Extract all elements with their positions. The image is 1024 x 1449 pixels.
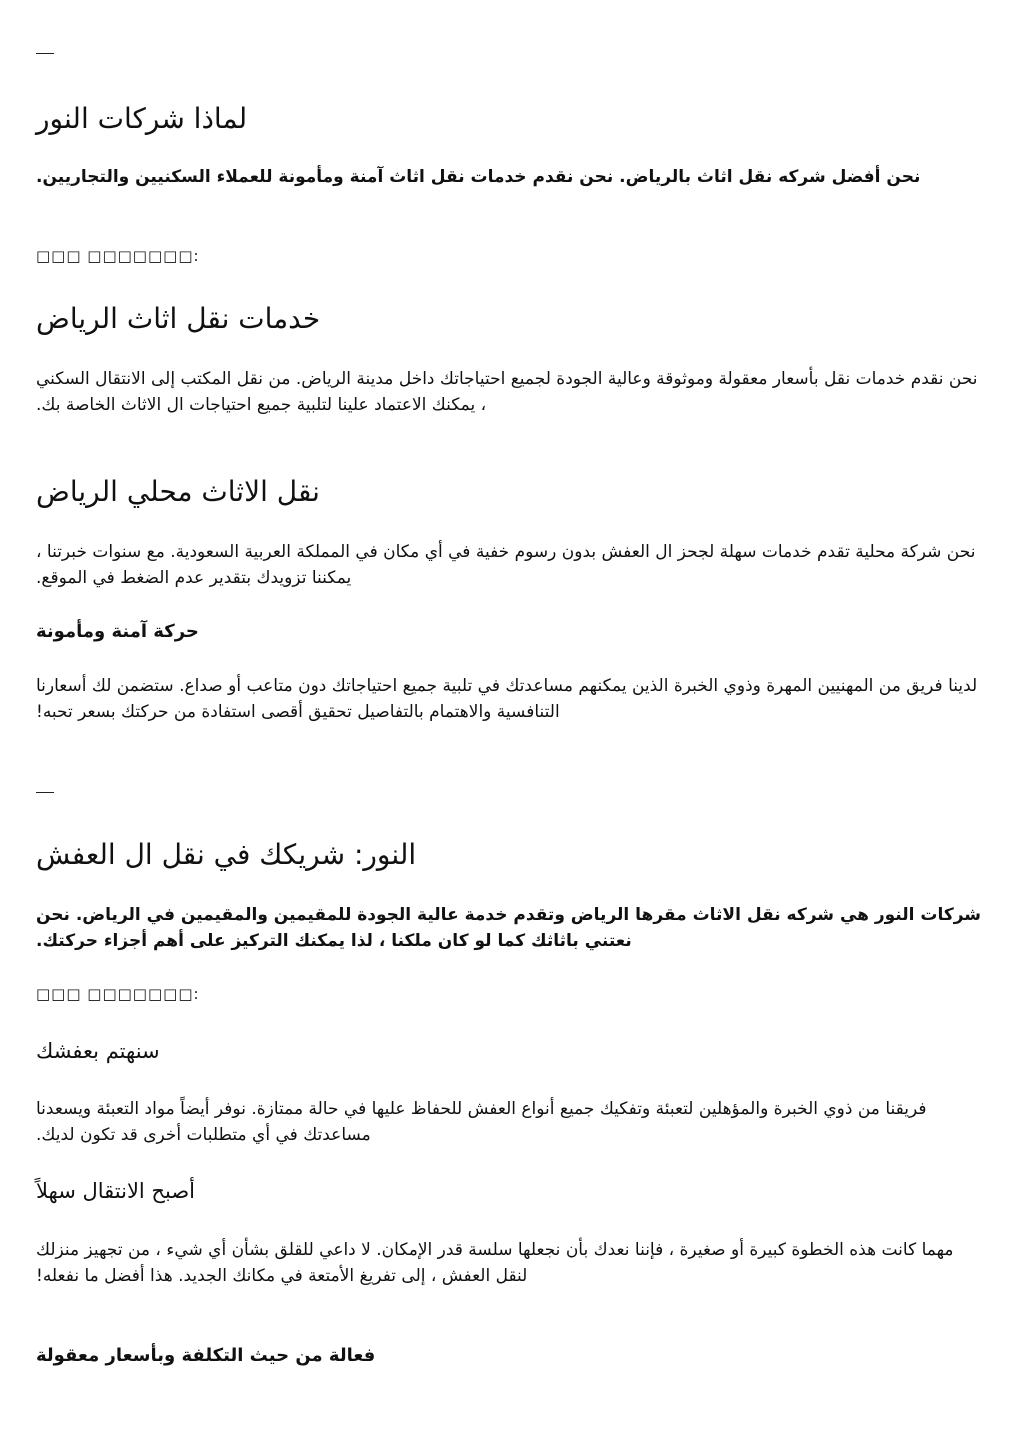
separator-top xyxy=(36,53,54,54)
heading-why-alnoor: لماذا شركات النور xyxy=(36,102,248,135)
placeholder-glyph-label: □□□ □□□□□□□: xyxy=(36,247,200,265)
separator-middle xyxy=(36,792,54,793)
heading-safe-move: حركة آمنة ومأمونة xyxy=(36,621,199,642)
heading-riyadh-moving-services: خدمات نقل اثاث الرياض xyxy=(36,302,321,335)
intro-lead-paragraph: نحن أفضل شركه نقل اثاث بالرياض. نحن نقدم خدمات نقل اثاث آمنة ومأمونة للعملاء السكنيين والتجاريين. xyxy=(36,167,921,187)
heading-cost-effective: فعالة من حيث التكلفة وبأسعار معقولة xyxy=(36,1345,376,1366)
partner-lead-paragraph: شركات النور هي شركه نقل الاثاث مقرها الرياض وتقدم خدمة عالية الجودة للمقيمين والمقيمين في الرياض. نحن نعتني باثاثك كما لو كان ملكنا ، لذا يمكنك التركيز على أهم أجزاء حركتك. xyxy=(36,905,982,951)
paragraph-safe-move: لدينا فريق من المهنيين المهرة وذوي الخبرة الذين يمكنهم مساعدتك في تلبية جميع احتياجاتك دون متاعب أو صداع. ستضمن لك أسعارنا التنافسية والاهتمام بالتفاصيل تحقيق أقصى استفادة من حركتك بسعر تحبه! xyxy=(36,676,978,722)
heading-local-moving-riyadh: نقل الاثاث محلي الرياض xyxy=(36,475,320,508)
heading-moving-made-easy: أصبح الانتقال سهلاً xyxy=(36,1179,195,1203)
paragraph-care-for-furniture: فريقنا من ذوي الخبرة والمؤهلين لتعبئة وتفكيك جميع أنواع العفش للحفاظ عليها في حالة ممتازة. نوفر أيضاً مواد التعبئة ويسعدنا مساعدتك في أي متطلبات أخرى قد تكون لديك. xyxy=(36,1099,927,1145)
paragraph-riyadh-moving-services: نحن نقدم خدمات نقل بأسعار معقولة وموثوقة وعالية الجودة لجميع احتياجاتك داخل مدينة الرياض. من نقل المكتب إلى الانتقال السكني ، يمكنك الاعتماد علينا لتلبية جميع احتياجات ال الاثاث الخاصة بك. xyxy=(36,369,978,415)
paragraph-local-moving-riyadh: نحن شركة محلية تقدم خدمات سهلة لجحز ال العفش بدون رسوم خفية في أي مكان في المملكة العربية السعودية. مع سنوات خبرتنا ، يمكننا تزويدك بتقدير عدم الضغط في الموقع. xyxy=(36,542,976,588)
placeholder-glyph-label-2: □□□ □□□□□□□: xyxy=(36,985,200,1003)
paragraph-moving-made-easy: مهما كانت هذه الخطوة كبيرة أو صغيرة ، فإننا نعدك بأن نجعلها سلسة قدر الإمكان. لا داعي للقلق بشأن أي شيء ، من تجهيز منزلك لنقل العفش ، إلى تفريغ الأمتعة في مكانك الجديد. هذا أفضل ما نفعله! xyxy=(36,1240,954,1286)
heading-alnoor-partner: النور: شريكك في نقل ال العفش xyxy=(36,838,417,871)
heading-care-for-furniture: سنهتم بعفشك xyxy=(36,1039,160,1063)
